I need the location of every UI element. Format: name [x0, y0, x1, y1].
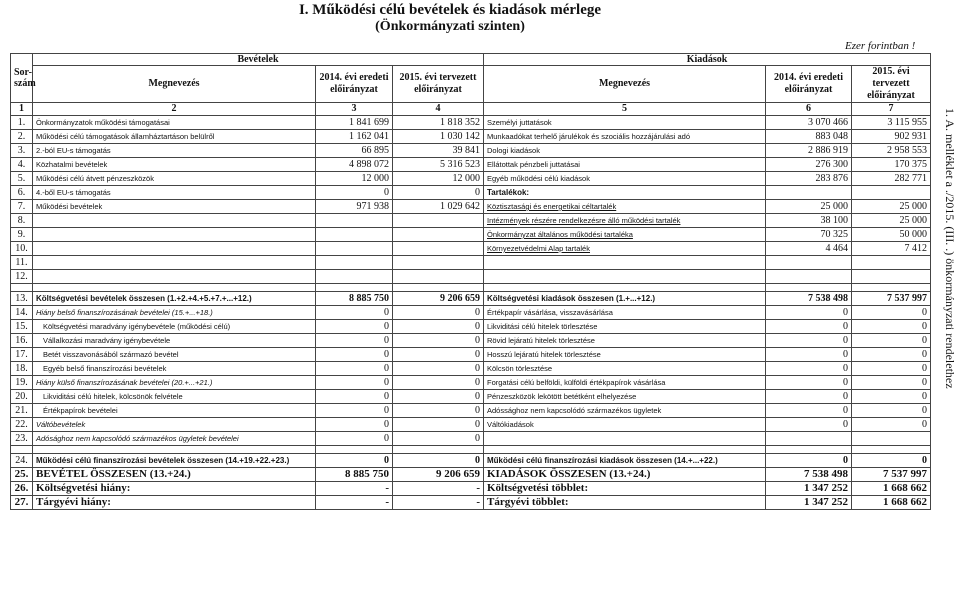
expenditure-2014 — [766, 432, 852, 446]
revenue-2014: 12 000 — [316, 172, 393, 186]
expenditure-name: Költségvetési többlet: — [484, 482, 766, 496]
header-expenditures: Kiadások — [484, 54, 931, 66]
revenue-2015: 12 000 — [393, 172, 484, 186]
expenditure-2014: 0 — [766, 454, 852, 468]
row-number: 5. — [11, 172, 33, 186]
revenue-name: Működési célú finanszírozási bevételek összesen (14.+19.+22.+23.) — [33, 454, 316, 468]
table-row — [11, 130, 931, 144]
revenue-2015: 0 — [393, 432, 484, 446]
revenue-name: Értékpapírok bevételei — [33, 404, 316, 418]
revenue-2014: - — [316, 496, 393, 510]
expenditure-2014: 0 — [766, 404, 852, 418]
expenditure-name: Ellátottak pénzbeli juttatásai — [484, 158, 766, 172]
expenditure-name — [484, 256, 766, 270]
row-number: 10. — [11, 242, 33, 256]
table-row — [11, 214, 931, 228]
revenue-name: Hiány külső finanszírozásának bevételei (20.+...+21.) — [33, 376, 316, 390]
expenditure-name: Tárgyévi többlet: — [484, 496, 766, 510]
spacer-cell — [852, 446, 931, 454]
revenue-2015: 1 030 142 — [393, 130, 484, 144]
expenditure-2015 — [852, 432, 931, 446]
expenditure-name — [484, 270, 766, 284]
annex-side-note: 1. A. melléklet a ./2015. (III. .) önkormányzati rendelethez — [943, 108, 957, 389]
table-row — [11, 270, 931, 284]
expenditure-name: Értékpapír vásárlása, visszavásárlása — [484, 306, 766, 320]
row-number: 8. — [11, 214, 33, 228]
revenue-2015: 0 — [393, 320, 484, 334]
expenditure-2014: 1 347 252 — [766, 482, 852, 496]
revenue-2015: 0 — [393, 404, 484, 418]
expenditure-2014: 7 538 498 — [766, 292, 852, 306]
revenue-name: Közhatalmi bevételek — [33, 158, 316, 172]
revenue-2015 — [393, 214, 484, 228]
spacer-cell — [393, 446, 484, 454]
revenue-name: Költségvetési bevételek összesen (1.+2.+4.+5.+7.+...+12.) — [33, 292, 316, 306]
row-number: 23. — [11, 432, 33, 446]
revenue-name: Hiány belső finanszírozásának bevételei (15.+...+18.) — [33, 306, 316, 320]
header-index: 6 — [766, 103, 852, 116]
header-index: 1 — [11, 103, 33, 116]
expenditure-name: Munkaadókat terhelő járulékok és szociális hozzájárulási adó — [484, 130, 766, 144]
expenditure-2015: 0 — [852, 390, 931, 404]
revenue-2015: 0 — [393, 362, 484, 376]
revenue-name: Költségvetési hiány: — [33, 482, 316, 496]
revenue-name: BEVÉTEL ÖSSZESEN (13.+24.) — [33, 468, 316, 482]
revenue-2015: - — [393, 482, 484, 496]
spacer-cell — [33, 284, 316, 292]
expenditure-2014: 0 — [766, 376, 852, 390]
table-row — [11, 362, 931, 376]
revenue-2014: 4 898 072 — [316, 158, 393, 172]
expenditure-2015: 282 771 — [852, 172, 931, 186]
expenditure-name: Tartalékok: — [484, 186, 766, 200]
expenditure-name: Likviditási célú hitelek törlesztése — [484, 320, 766, 334]
revenue-name: Költségvetési maradvány igénybevétele (működési célú) — [33, 320, 316, 334]
table-row — [11, 432, 931, 446]
revenue-2014: 0 — [316, 320, 393, 334]
expenditure-name: Költségvetési kiadások összesen (1.+...+12.) — [484, 292, 766, 306]
revenue-name — [33, 242, 316, 256]
expenditure-2015: 7 412 — [852, 242, 931, 256]
revenue-2014: 0 — [316, 186, 393, 200]
expenditure-2014: 38 100 — [766, 214, 852, 228]
expenditure-2014: 0 — [766, 348, 852, 362]
revenue-2014: 0 — [316, 334, 393, 348]
unit-note: Ezer forintban ! — [845, 40, 916, 52]
expenditure-name: Pénzeszközök lekötött betétként elhelyezése — [484, 390, 766, 404]
expenditure-2015 — [852, 256, 931, 270]
spacer-cell — [852, 284, 931, 292]
expenditure-2014 — [766, 256, 852, 270]
spacer-cell — [484, 284, 766, 292]
document-title: I. Működési célú bevételek és kiadások mérlege — [298, 2, 602, 18]
revenue-2015: 9 206 659 — [393, 292, 484, 306]
expenditure-2014: 276 300 — [766, 158, 852, 172]
revenue-2015: 39 841 — [393, 144, 484, 158]
revenue-name — [33, 228, 316, 242]
expenditure-2014: 2 886 919 — [766, 144, 852, 158]
expenditure-2015: 0 — [852, 418, 931, 432]
table-row — [11, 306, 931, 320]
header-index: 3 — [316, 103, 393, 116]
expenditure-2015: 2 958 553 — [852, 144, 931, 158]
row-number: 7. — [11, 200, 33, 214]
expenditure-2015: 25 000 — [852, 214, 931, 228]
row-number: 15. — [11, 320, 33, 334]
row-number: 25. — [11, 468, 33, 482]
expenditure-name: Adóssághoz nem kapcsolódó származékos ügyletek — [484, 404, 766, 418]
revenue-2014: 0 — [316, 390, 393, 404]
spacer-cell — [484, 446, 766, 454]
expenditure-2014: 0 — [766, 362, 852, 376]
expenditure-2015: 7 537 997 — [852, 292, 931, 306]
row-number: 22. — [11, 418, 33, 432]
table-row — [11, 468, 931, 482]
row-number: 11. — [11, 256, 33, 270]
revenue-name: Egyéb belső finanszírozási bevételek — [33, 362, 316, 376]
expenditure-name: Önkormányzat általános működési tartaléka — [484, 228, 766, 242]
expenditure-2015: 25 000 — [852, 200, 931, 214]
document-subtitle: (Önkormányzati szinten) — [375, 19, 525, 34]
header-revenues: Bevételek — [33, 54, 484, 66]
expenditure-2014: 1 347 252 — [766, 496, 852, 510]
spacer-cell — [316, 284, 393, 292]
header-2014-right: 2014. évi eredeti előirányzat — [766, 66, 852, 103]
revenue-2015 — [393, 228, 484, 242]
revenue-name: Működési célú támogatások államháztartáson belülről — [33, 130, 316, 144]
revenue-name: Betét visszavonásából származó bevétel — [33, 348, 316, 362]
spacer-cell — [11, 284, 33, 292]
revenue-2014: 1 841 699 — [316, 116, 393, 130]
revenue-2014: 66 895 — [316, 144, 393, 158]
revenue-2015: 0 — [393, 334, 484, 348]
revenue-2015: 0 — [393, 306, 484, 320]
table-row — [11, 482, 931, 496]
row-number: 9. — [11, 228, 33, 242]
spacer-cell — [766, 284, 852, 292]
expenditure-2014: 283 876 — [766, 172, 852, 186]
header-index: 4 — [393, 103, 484, 116]
header-row-number: Sor- szám — [11, 54, 33, 103]
header-index: 5 — [484, 103, 766, 116]
revenue-name: Önkormányzatok működési támogatásai — [33, 116, 316, 130]
revenue-2015: 5 316 523 — [393, 158, 484, 172]
spacer-cell — [11, 446, 33, 454]
balance-table — [10, 53, 931, 510]
revenue-2015 — [393, 270, 484, 284]
revenue-2014: 0 — [316, 454, 393, 468]
row-number: 12. — [11, 270, 33, 284]
expenditure-2015: 0 — [852, 334, 931, 348]
revenue-2014: 0 — [316, 362, 393, 376]
revenue-2014 — [316, 228, 393, 242]
row-number: 26. — [11, 482, 33, 496]
revenue-2015: 1 818 352 — [393, 116, 484, 130]
spacer-cell — [766, 446, 852, 454]
expenditure-name: Intézmények részére rendelkezésre álló működési tartalék — [484, 214, 766, 228]
table-row — [11, 404, 931, 418]
expenditure-2014: 0 — [766, 334, 852, 348]
expenditure-2014: 3 070 466 — [766, 116, 852, 130]
revenue-2015: 9 206 659 — [393, 468, 484, 482]
expenditure-2014: 883 048 — [766, 130, 852, 144]
revenue-name: Vállalkozási maradvány igénybevétele — [33, 334, 316, 348]
expenditure-2014: 7 538 498 — [766, 468, 852, 482]
header-2014-left: 2014. évi eredeti előirányzat — [316, 66, 393, 103]
revenue-name — [33, 214, 316, 228]
table-row — [11, 228, 931, 242]
expenditure-2015 — [852, 270, 931, 284]
expenditure-name: KIADÁSOK ÖSSZESEN (13.+24.) — [484, 468, 766, 482]
revenue-name: Működési célú átvett pénzeszközök — [33, 172, 316, 186]
expenditure-2014: 70 325 — [766, 228, 852, 242]
revenue-2015: 0 — [393, 418, 484, 432]
revenue-2015: 0 — [393, 390, 484, 404]
row-number: 2. — [11, 130, 33, 144]
table-row — [11, 144, 931, 158]
revenue-2015: 0 — [393, 348, 484, 362]
expenditure-name: Személyi juttatások — [484, 116, 766, 130]
revenue-2014 — [316, 270, 393, 284]
revenue-name: Likviditási célú hitelek, kölcsönök felvétele — [33, 390, 316, 404]
row-number: 13. — [11, 292, 33, 306]
table-row — [11, 158, 931, 172]
expenditure-2014: 25 000 — [766, 200, 852, 214]
revenue-2015: - — [393, 496, 484, 510]
revenue-2014: 0 — [316, 432, 393, 446]
revenue-name: Adósághoz nem kapcsolódó származékos ügyletek bevételei — [33, 432, 316, 446]
expenditure-name: Kölcsön törlesztése — [484, 362, 766, 376]
table-row — [11, 172, 931, 186]
row-number: 4. — [11, 158, 33, 172]
row-number: 24. — [11, 454, 33, 468]
table-row — [11, 256, 931, 270]
revenue-name — [33, 270, 316, 284]
expenditure-2015: 0 — [852, 320, 931, 334]
expenditure-2015: 3 115 955 — [852, 116, 931, 130]
revenue-2015: 0 — [393, 376, 484, 390]
expenditure-2015: 170 375 — [852, 158, 931, 172]
revenue-2015: 0 — [393, 454, 484, 468]
row-number: 27. — [11, 496, 33, 510]
table-row — [11, 200, 931, 214]
spacer-cell — [33, 446, 316, 454]
revenue-2014: 0 — [316, 376, 393, 390]
table-row — [11, 390, 931, 404]
table-row — [11, 116, 931, 130]
expenditure-2014 — [766, 270, 852, 284]
revenue-name — [33, 256, 316, 270]
row-number: 20. — [11, 390, 33, 404]
row-number: 16. — [11, 334, 33, 348]
row-number: 14. — [11, 306, 33, 320]
table-row — [11, 320, 931, 334]
revenue-2014: 971 938 — [316, 200, 393, 214]
header-name-right: Megnevezés — [484, 66, 766, 103]
expenditure-2014: 0 — [766, 320, 852, 334]
spacer-cell — [316, 446, 393, 454]
expenditure-2015: 0 — [852, 306, 931, 320]
table-row — [11, 454, 931, 468]
revenue-name: Tárgyévi hiány: — [33, 496, 316, 510]
revenue-name: 2.-ból EU-s támogatás — [33, 144, 316, 158]
expenditure-2014: 4 464 — [766, 242, 852, 256]
table-row — [11, 496, 931, 510]
expenditure-name: Hosszú lejáratú hitelek törlesztése — [484, 348, 766, 362]
revenue-2015 — [393, 256, 484, 270]
row-number: 6. — [11, 186, 33, 200]
expenditure-2015: 0 — [852, 362, 931, 376]
revenue-2015: 1 029 642 — [393, 200, 484, 214]
expenditure-name: Működési célú finanszírozási kiadások összesen (14.+...+22.) — [484, 454, 766, 468]
header-2015-left: 2015. évi tervezett előirányzat — [393, 66, 484, 103]
row-number: 3. — [11, 144, 33, 158]
table-row — [11, 334, 931, 348]
revenue-2015 — [393, 242, 484, 256]
spacer-cell — [393, 284, 484, 292]
table-row — [11, 242, 931, 256]
expenditure-2014: 0 — [766, 306, 852, 320]
expenditure-2015: 1 668 662 — [852, 482, 931, 496]
expenditure-2015 — [852, 186, 931, 200]
expenditure-2015: 902 931 — [852, 130, 931, 144]
expenditure-name — [484, 432, 766, 446]
table-row — [11, 348, 931, 362]
revenue-name: Váltóbevételek — [33, 418, 316, 432]
expenditure-name: Köztisztasági és energetikai céltartalék — [484, 200, 766, 214]
expenditure-name: Egyéb működési célú kiadások — [484, 172, 766, 186]
revenue-2015: 0 — [393, 186, 484, 200]
revenue-name: 4.-ből EU-s támogatás — [33, 186, 316, 200]
expenditure-2014: 0 — [766, 390, 852, 404]
row-number: 17. — [11, 348, 33, 362]
revenue-name: Működési bevételek — [33, 200, 316, 214]
row-number: 21. — [11, 404, 33, 418]
expenditure-name: Környezetvédelmi Alap tartalék — [484, 242, 766, 256]
expenditure-2015: 7 537 997 — [852, 468, 931, 482]
expenditure-2014 — [766, 186, 852, 200]
expenditure-name: Dologi kiadások — [484, 144, 766, 158]
row-number: 18. — [11, 362, 33, 376]
header-name-left: Megnevezés — [33, 66, 316, 103]
revenue-2014: 0 — [316, 306, 393, 320]
expenditure-2015: 1 668 662 — [852, 496, 931, 510]
expenditure-name: Váltókiadások — [484, 418, 766, 432]
revenue-2014: 0 — [316, 348, 393, 362]
table-row — [11, 186, 931, 200]
table-row — [11, 418, 931, 432]
revenue-2014 — [316, 214, 393, 228]
expenditure-2014: 0 — [766, 418, 852, 432]
row-number: 1. — [11, 116, 33, 130]
expenditure-2015: 0 — [852, 454, 931, 468]
expenditure-2015: 50 000 — [852, 228, 931, 242]
revenue-2014 — [316, 256, 393, 270]
revenue-2014: 8 885 750 — [316, 468, 393, 482]
expenditure-name: Rövid lejáratú hitelek törlesztése — [484, 334, 766, 348]
expenditure-2015: 0 — [852, 348, 931, 362]
header-2015-right: 2015. évi tervezett előirányzat — [852, 66, 931, 103]
table-row — [11, 292, 931, 306]
revenue-2014: - — [316, 482, 393, 496]
row-number: 19. — [11, 376, 33, 390]
expenditure-name: Forgatási célú belföldi, külföldi értékpapírok vásárlása — [484, 376, 766, 390]
revenue-2014: 8 885 750 — [316, 292, 393, 306]
revenue-2014: 0 — [316, 418, 393, 432]
expenditure-2015: 0 — [852, 404, 931, 418]
expenditure-2015: 0 — [852, 376, 931, 390]
revenue-2014: 1 162 041 — [316, 130, 393, 144]
table-row — [11, 376, 931, 390]
revenue-2014 — [316, 242, 393, 256]
header-index: 7 — [852, 103, 931, 116]
revenue-2014: 0 — [316, 404, 393, 418]
header-index: 2 — [33, 103, 316, 116]
